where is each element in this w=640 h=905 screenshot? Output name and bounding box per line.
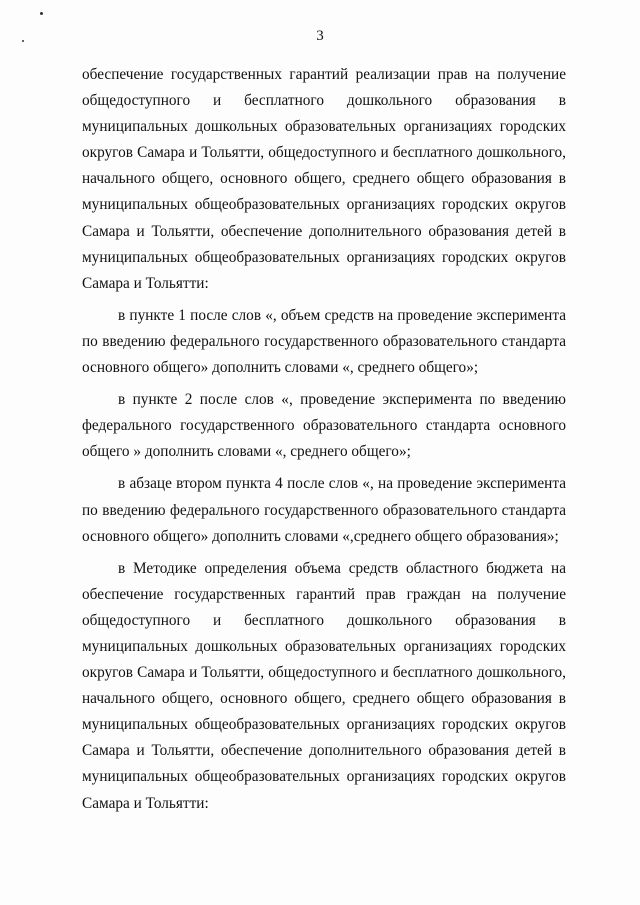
paragraph-continuation: обеспечение государственных гарантий реализации прав на получение общедоступного и бесплатного дошкольного образования в муниципальных дошкольных образовательных организациях городских округов Самара и Тольятти, общедоступного и бесплатного дошкольного, начального общего, основного общего, среднего общего образования в муниципальных общеобразовательных организациях городских округов Самара и Тольятти, обеспечение дополнительного образования детей в муниципальных общеобразовательных организациях городских округов Самара и Тольятти: [82,66,566,292]
paragraph-item-4: в абзаце втором пункта 4 после слов «, на проведение эксперимента по введению федерального государственного образовательного стандарта основного общего» дополнить словами «,среднего общего образования»; [82,475,566,545]
paragraph-item-1: в пункте 1 после слов «, объем средств на проведение эксперимента по введению федерального государственного образовательного стандарта основного общего» дополнить словами «, среднего общего»; [82,306,566,377]
document-body [82,62,566,823]
paragraph-methodology: в Методике определения объема средств областного бюджета на обеспечение государственных гарантий прав граждан на получение общедоступного и бесплатного дошкольного образования в муниципальных дошкольных образовательных организациях городских округов Самара и Тольятти, общедоступного и бесплатного дошкольного, начального общего, основного общего, среднего общего образования в муниципальных общеобразовательных организациях городских округов Самара и Тольятти, обеспечение дополнительного образования детей в муниципальных общеобразовательных организациях городских округов Самара и Тольятти: [82,559,566,812]
scan-speck [40,12,43,15]
page-number: 3 [316,28,324,44]
paragraph-item-2: в пункте 2 после слов «, проведение эксперимента по введению федерального государственного образовательного стандарта основного общего » дополнить словами «, среднего общего»; [82,391,566,461]
